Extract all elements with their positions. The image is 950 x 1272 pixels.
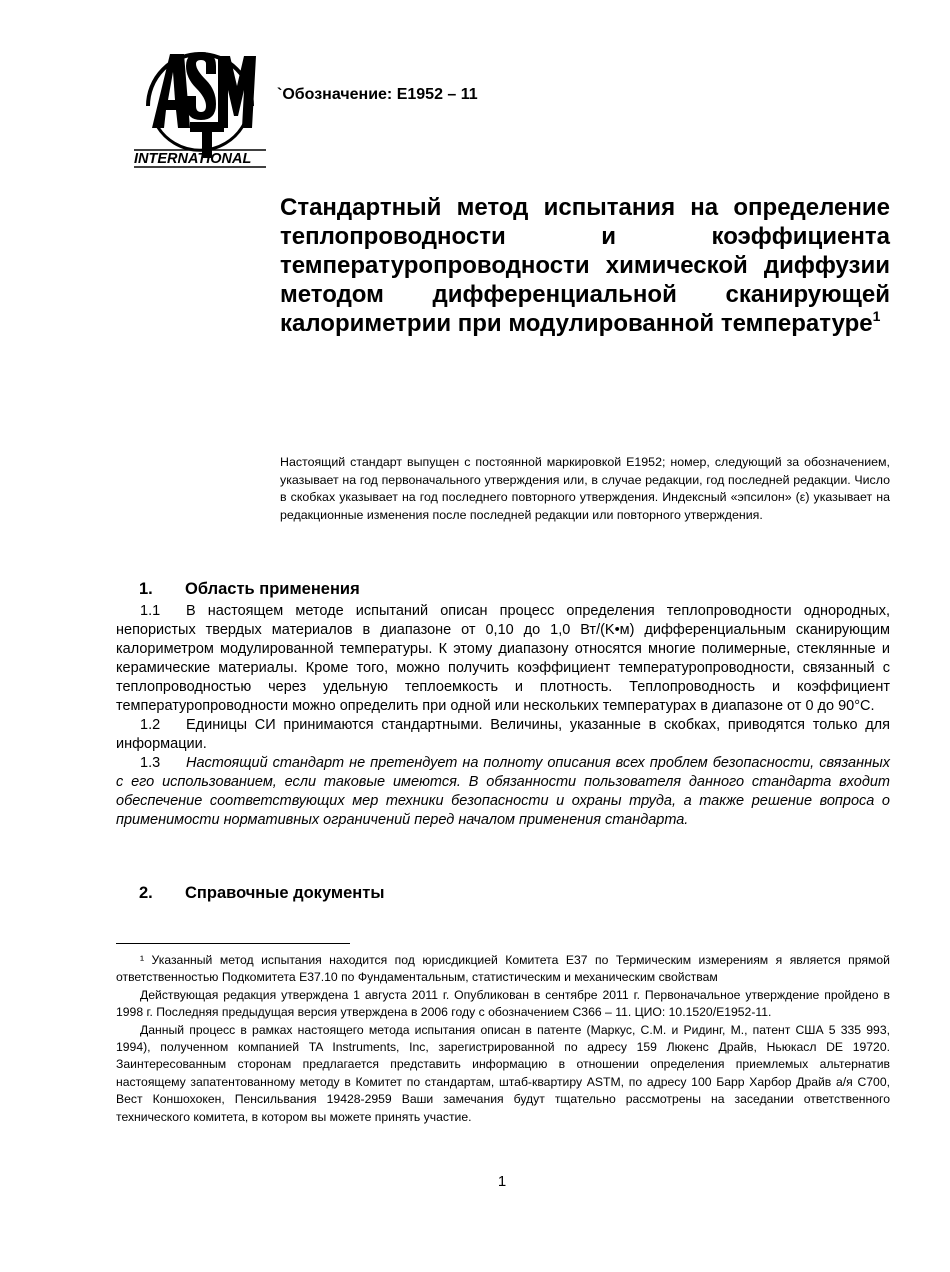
- paragraph-number: 1.1: [140, 603, 161, 619]
- issuance-notice: Настоящий стандарт выпущен с постоянной маркировкой E1952; номер, следующий за обозначением, указывает на год первоначального утверждения или, в случае редакции, год последней редакции. Число в скобках указывает на год последнего повторного утверждения. Индексный «эпсилон» (ε) указывает на редакционные изменения после последней редакции или повторного утверждения.: [280, 455, 890, 522]
- title-text: Стандартный метод испытания на определение теплопроводности и коэффициента температуропроводности химической диффузии методом дифференциальной сканирующей калориметрии при модулированной температуре: [280, 194, 890, 337]
- section-1-body: [116, 602, 890, 830]
- paragraph-1-3: [116, 754, 890, 830]
- document-designation: `Обозначение: E1952 – 11: [277, 86, 478, 103]
- paragraph-1-2: [116, 716, 890, 754]
- section-2-title: Справочные документы: [185, 884, 385, 902]
- title-footnote-mark: 1: [872, 308, 881, 324]
- section-1-heading: [139, 580, 360, 599]
- section-2-number: 2.: [139, 884, 153, 902]
- document-title: [280, 193, 890, 338]
- paragraph-number: 1.3: [140, 755, 161, 771]
- astm-logo-graphic: [134, 46, 266, 170]
- paragraph-text-italic: Настоящий стандарт не претендует на полноту описания всех проблем безопасности, связанных с его использованием, если таковые имеются. В обязанности пользователя данного стандарта входит обеспечение соответствующих мер техники безопасности и охраны труда, а также решение вопроса о применимости нормативных ограничений перед началом применения стандарта.: [116, 755, 890, 828]
- section-2-heading: [139, 884, 384, 903]
- paragraph-1-1: [116, 602, 890, 716]
- section-1-number: 1.: [139, 580, 153, 598]
- astm-logo-subtitle: INTERNATIONAL: [134, 151, 252, 167]
- paragraph-number: 1.2: [140, 717, 161, 733]
- paragraph-text: Единицы СИ принимаются стандартными. Величины, указанные в скобках, приводятся только для информации.: [116, 717, 890, 752]
- footnote-edition: Действующая редакция утверждена 1 августа 2011 г. Опубликован в сентябре 2011 г. Первоначальное утверждение пройдено в 1998 г. Последняя предыдущая версия утверждена в 2006 году с обозначением C366 – 11. ЦИО: 10.1520/E1952-11.: [116, 987, 890, 1020]
- page-number: 1: [497, 1173, 507, 1190]
- section-1-title: Область применения: [185, 580, 360, 598]
- footnote-separator: [116, 943, 350, 944]
- footnote-patent: Данный процесс в рамках настоящего метода испытания описан в патенте (Маркус, С.М. и Ридинг, М., патент США 5 335 993, 1994), полученном компанией TA Instruments, Inc, зарегистрированной по адресу 159 Люкенс Драйв, Ньюкасл DE 19720. Заинтересованным сторонам предлагается представить информацию в отношении определения приемлемых альтернатив настоящему запатентованному методу в Комитет по стандартам, штаб-квартиру ASTM, по адресу 100 Барр Харбор Драйв а/я C700, Вест Коншохокен, Пенсильвания 19428-2959 Ваши замечания будут тщательно рассмотрены на заседании ответственного технического комитета, в котором вы можете принять участие.: [116, 1022, 890, 1124]
- astm-logo: [134, 46, 266, 170]
- paragraph-text: В настоящем методе испытаний описан процесс определения теплопроводности однородных, непористых твердых материалов в диапазоне от 0,10 до 1,0 Вт/(K•м) дифференциальным сканирующим калориметром модулированной температуры. К этому диапазону относятся многие полимерные, стеклянные и керамические материалы. Кроме того, можно получить коэффициент температуропроводности, связанный с теплопроводностью через удельную теплоемкость и плотность. Теплопроводность и коэффициент температуропроводности можно определить при одной или нескольких температурах в диапазоне от 0 до 90°C.: [116, 603, 890, 714]
- footnotes: [116, 952, 890, 1126]
- footnote-1: ¹ Указанный метод испытания находится под юрисдикцией Комитета E37 по Термическим измерениям я является прямой ответственностью Подкомитета E37.10 по Фундаментальным, статистическим и механическим свойствам: [116, 953, 890, 985]
